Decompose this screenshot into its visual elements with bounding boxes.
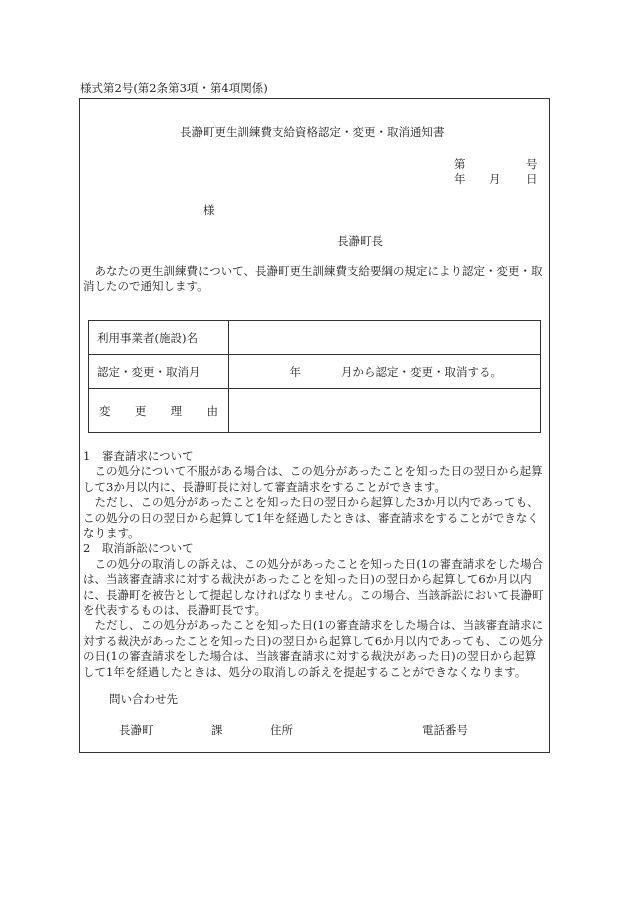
contact-heading: 問い合わせ先 [109,692,178,706]
reason-char: 更 [134,403,147,418]
contact-ka: 課 [211,723,223,737]
date-year: 年 [454,172,466,186]
facility-value [229,321,541,355]
reason-char: 由 [206,403,218,418]
notice-frame [79,98,550,753]
reason-value [229,389,541,433]
issuer: 長瀞町長 [337,234,383,248]
reason-label [89,389,229,433]
section-heading: 2 取消訴訟について [83,541,194,556]
table-row [89,321,541,355]
date-day: 日 [526,172,538,186]
month-label: 認定・変更・取消月 [89,355,229,389]
note-paragraph: この処分の取消しの訴えは、この処分があったことを知った日(1の審査請求をした場合は、当該審査請求に対する裁決があったことを知った日)の翌日から起算して6か月以内に、長瀞町を被告として提起しなければなりません。この場合、当該訴訟において長瀞町を代表するものは、長瀞町長です。 [83,556,544,618]
note-paragraph: ただし、この処分があったことを知った日(1の審査請求をした場合は、当該審査請求に対する裁決があったことを知った日)の翌日から起算して6か月以内であっても、この処分の日(1の審査請求をした場合は、当該審査請求に対する裁決があった日)の翌日から起算して1年を経過したときは、処分の取消しの訴えを提起することができなくなります。 [83,618,544,679]
note-paragraph: ただし、この処分があったことを知った日の翌日から起算した3か月以内であっても、この処分の日の翌日から起算して1年を経過したときは、審査請求をすることができなくなります。 [83,495,539,541]
table-row [89,355,541,389]
reason-char: 変 [99,403,111,418]
contact-town: 長瀞町 [119,723,154,737]
contact-address: 住所 [270,723,293,737]
facility-label: 利用事業者(施設)名 [89,321,229,355]
section-heading: 1 審査請求について [83,449,194,463]
info-table [88,320,541,433]
intro-text: あなたの更生訓練費について、長瀞町更生訓練費支給要綱の規定により認定・変更・取消したので通知します。 [83,264,543,293]
number-go: 号 [526,157,538,171]
number-dai: 第 [454,157,466,171]
date-month: 月 [489,172,501,186]
note-paragraph: この処分について不服がある場合は、この処分があったことを知った日の翌日から起算して3か月以内に、長瀞町長に対して審査請求をすることができます。 [83,464,543,494]
recipient-suffix: 様 [203,203,215,217]
reason-char: 理 [170,403,183,418]
document-title: 長瀞町更生訓練費支給資格認定・変更・取消通知書 [180,125,445,139]
form-number: 様式第2号(第2条第3項・第4項関係) [80,81,268,95]
month-text: 月から認定・変更・取消する。 [341,364,502,379]
month-value [229,355,541,389]
contact-phone: 電話番号 [422,723,468,737]
month-year-char: 年 [289,364,301,379]
table-row [89,389,541,433]
notes-section [83,449,545,680]
